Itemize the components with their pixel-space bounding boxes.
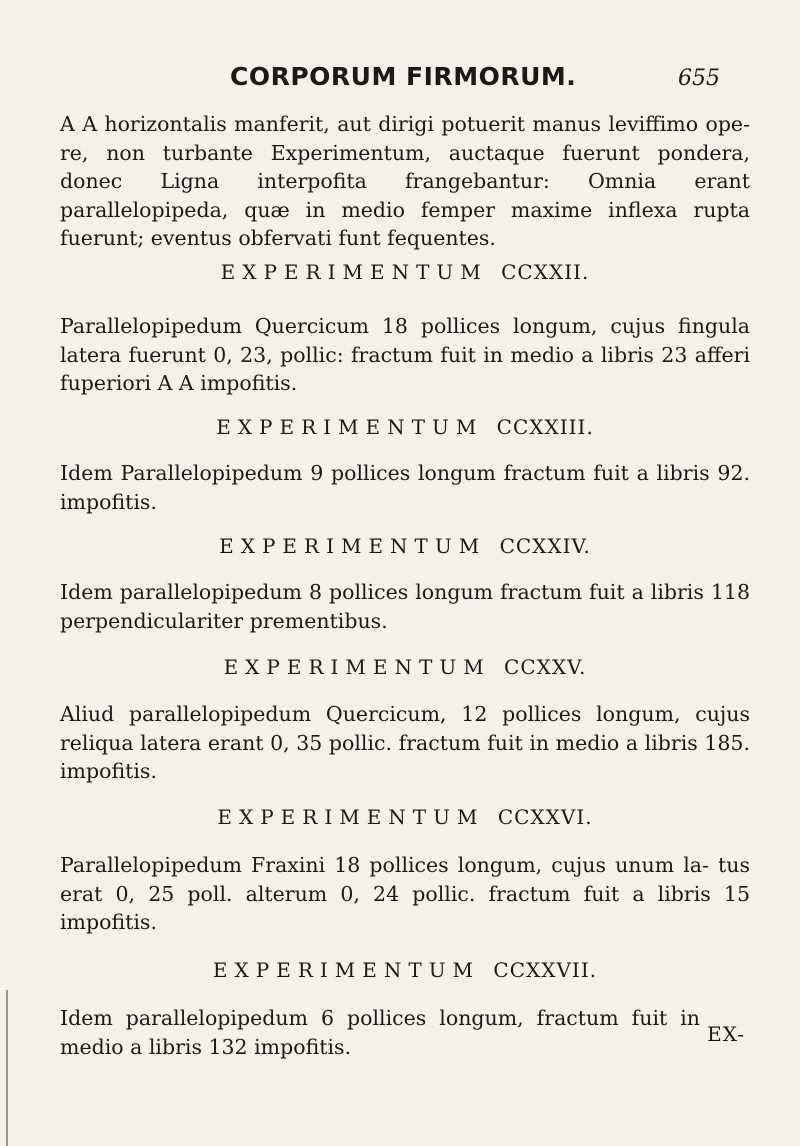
heading-number: CCXXV.: [504, 655, 587, 679]
page-header: [230, 62, 730, 102]
experiment-text: Idem parallelopipedum 8 pollices longum fractum fuit a libris 118 perpendiculariter prementibus.: [60, 580, 750, 633]
experiment-heading: [60, 803, 750, 831]
intro-paragraph: A A horizontalis manferit, aut dirigi potuerit manus leviffimo ope- re, non turbante Experimentum, auctaque fuerunt pondera, donec Ligna interpofita frangebantur: Omnia erant parallelopipeda, quæ in medio femper maxime inflexa rupta fuerunt; eventus obfervati funt fequentes.: [60, 112, 750, 250]
heading-word: EXPERIMENTUM: [212, 958, 481, 982]
heading-word: EXPERIMENTUM: [216, 415, 484, 439]
experiment-text: Idem parallelopipedum 6 pollices longum, fractum fuit in medio a libris 132 impofitis.: [60, 1006, 700, 1059]
experiment-text: Parallelopipedum Quercicum 18 pollices longum, cujus fingula latera fuerunt 0, 23, pollic: fractum fuit in medio a libris 23 afferi fuperiori A A impofitis.: [60, 314, 750, 395]
running-head: CORPORUM FIRMORUM.: [230, 62, 577, 91]
page-number: 655: [678, 66, 720, 91]
experiment-heading: [60, 413, 750, 441]
experiment-heading: [60, 258, 750, 286]
heading-number: CCXXVII.: [493, 958, 598, 982]
heading-word: EXPERIMENTUM: [219, 534, 487, 558]
heading-number: CCXXIII.: [496, 415, 594, 439]
experiment-heading: [60, 956, 750, 984]
experiment-heading: [60, 653, 750, 681]
catchword: EX-: [707, 1022, 745, 1046]
heading-word: EXPERIMENTUM: [223, 655, 491, 679]
heading-number: CCXXIV.: [499, 534, 591, 558]
heading-word: EXPERIMENTUM: [220, 260, 488, 284]
experiment-text: Parallelopipedum Fraxini 18 pollices longum, cujus unum la- tus erat 0, 25 poll. alterum 0, 24 pollic. fractum fuit a libris 15 impofitis.: [60, 853, 750, 934]
experiment-text: Idem Parallelopipedum 9 pollices longum fractum fuit a libris 92. impofitis.: [60, 461, 750, 514]
experiment-text: Aliud parallelopipedum Quercicum, 12 pollices longum, cujus reliqua latera erant 0, 35 pollic. fractum fuit in medio a libris 185. impofitis.: [60, 702, 750, 783]
heading-number: CCXXII.: [501, 260, 590, 284]
binding-edge-line: [6, 990, 8, 1146]
heading-word: EXPERIMENTUM: [217, 805, 485, 829]
experiment-heading: [60, 532, 750, 560]
heading-number: CCXXVI.: [497, 805, 593, 829]
